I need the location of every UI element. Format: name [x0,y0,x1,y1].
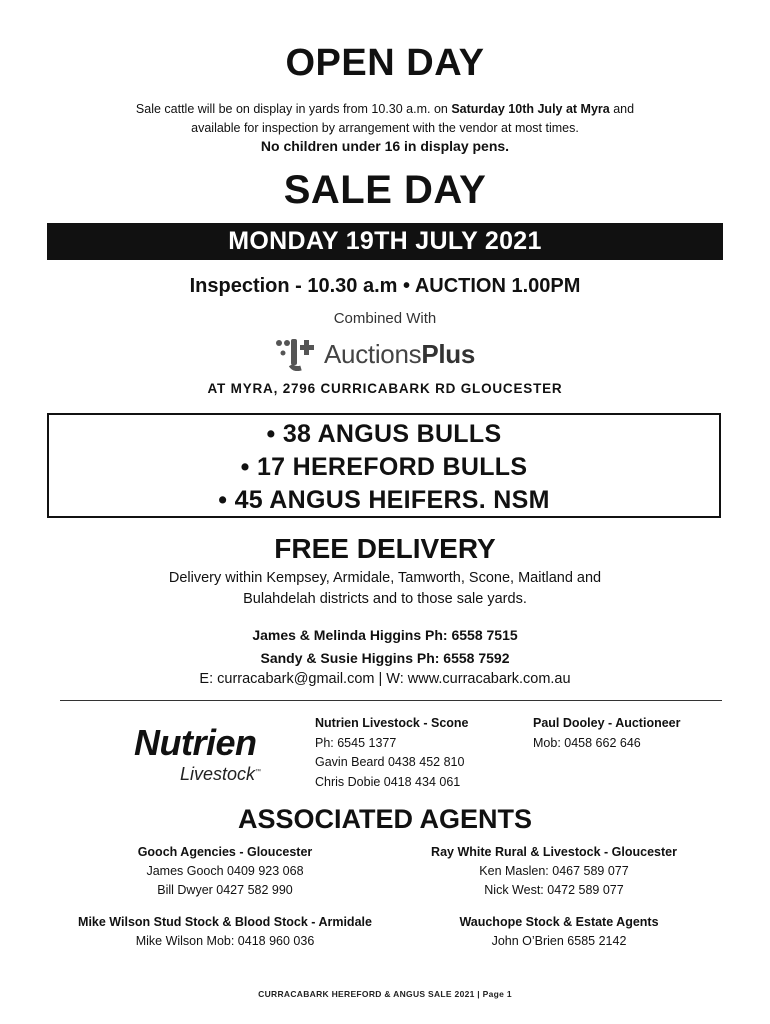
office-phone: Ph: 6545 1377 [315,735,397,750]
stock-list-box [47,413,721,518]
agent-contact: Bill Dwyer 0427 582 990 [157,883,293,897]
auctioneer-mobile: Mob: 0458 662 646 [533,735,641,750]
auctionsplus-wordmark [324,339,475,370]
agent-name: Ray White Rural & Livestock - Gloucester [431,845,677,859]
sale-day-title: SALE DAY [283,168,487,212]
open-day-desc-bold: Saturday 10th July at Myra [451,102,610,116]
agent-contact: Nick West: 0472 589 077 [484,883,624,897]
vendor-email-web: E: curracabark@gmail.com | W: www.curracabark.com.au [199,671,571,687]
page-footer: CURRACABARK HEREFORD & ANGUS SALE 2021 | Page 1 [258,989,512,999]
auctionsplus-logo [274,334,475,374]
nutrien-scone-office [315,714,469,792]
stock-item: • 17 HEREFORD BULLS [240,453,528,481]
agent-contact: John O’Brien 6585 2142 [491,934,627,948]
agent-contact: Ken Maslen: 0467 589 077 [479,864,629,878]
auctionsplus-word-a: Auctions [324,338,422,369]
auctionsplus-mark-icon [274,337,316,371]
agent-name: Mike Wilson Stud Stock & Blood Stock - Armidale [78,915,372,929]
office-agent: Chris Dobie 0418 434 061 [315,774,461,789]
free-delivery-line1: Delivery within Kempsey, Armidale, Tamworth, Scone, Maitland and [168,570,602,586]
vendor-contact-sandy: Sandy & Susie Higgins Ph: 6558 7592 [260,650,510,666]
open-day-desc-pre: Sale cattle will be on display in yards from 10.30 a.m. on [135,102,452,116]
agent-mike-wilson [60,913,390,951]
open-day-desc-line2: available for inspection by arrangement with the vendor at most times. [191,121,579,135]
combined-with-label: Combined With [333,310,437,327]
open-day-title: OPEN DAY [285,42,485,84]
nutrien-logo-sub-text: Livestock [180,764,256,784]
free-delivery-line2: Bulahdelah districts and to those sale yards. [243,591,527,607]
nutrien-logo-word: Nutrien [134,722,257,763]
auctioneer-name: Paul Dooley - Auctioneer [533,716,681,730]
free-delivery-description [0,568,770,610]
open-day-desc-post: and [609,102,635,116]
sale-times: Inspection - 10.30 a.m • AUCTION 1.00PM [189,275,581,297]
trademark-mark: ™ [255,769,262,775]
open-day-note: No children under 16 in display pens. [260,138,510,154]
free-delivery-title: FREE DELIVERY [274,533,496,564]
stock-item: • 38 ANGUS BULLS [266,420,502,448]
office-agent: Gavin Beard 0438 452 810 [315,755,465,769]
sale-date-banner: MONDAY 19TH JULY 2021 [47,223,723,260]
auctionsplus-word-b: Plus [421,338,476,369]
vendor-contact-james: James & Melinda Higgins Ph: 6558 7515 [252,627,518,643]
agent-name: Wauchope Stock & Estate Agents [459,915,659,929]
auctioneer-contact [533,714,680,753]
agent-name: Gooch Agencies - Gloucester [137,845,313,859]
section-divider [60,700,722,701]
nutrien-livestock-logo [134,722,294,792]
open-day-description [0,100,770,138]
agent-ray-white [404,843,704,900]
stock-item: • 45 ANGUS HEIFERS. NSM [218,486,550,514]
agent-contact: Mike Wilson Mob: 0418 960 036 [135,934,315,948]
nutrien-logo-sub [180,764,261,785]
agent-contact: James Gooch 0409 923 068 [146,864,304,878]
agent-wauchope [414,913,704,951]
agent-gooch [100,843,350,900]
associated-agents-title: ASSOCIATED AGENTS [237,804,533,834]
office-name: Nutrien Livestock - Scone [315,716,469,730]
sale-location: AT MYRA, 2796 CURRICABARK RD GLOUCESTER [207,381,563,396]
